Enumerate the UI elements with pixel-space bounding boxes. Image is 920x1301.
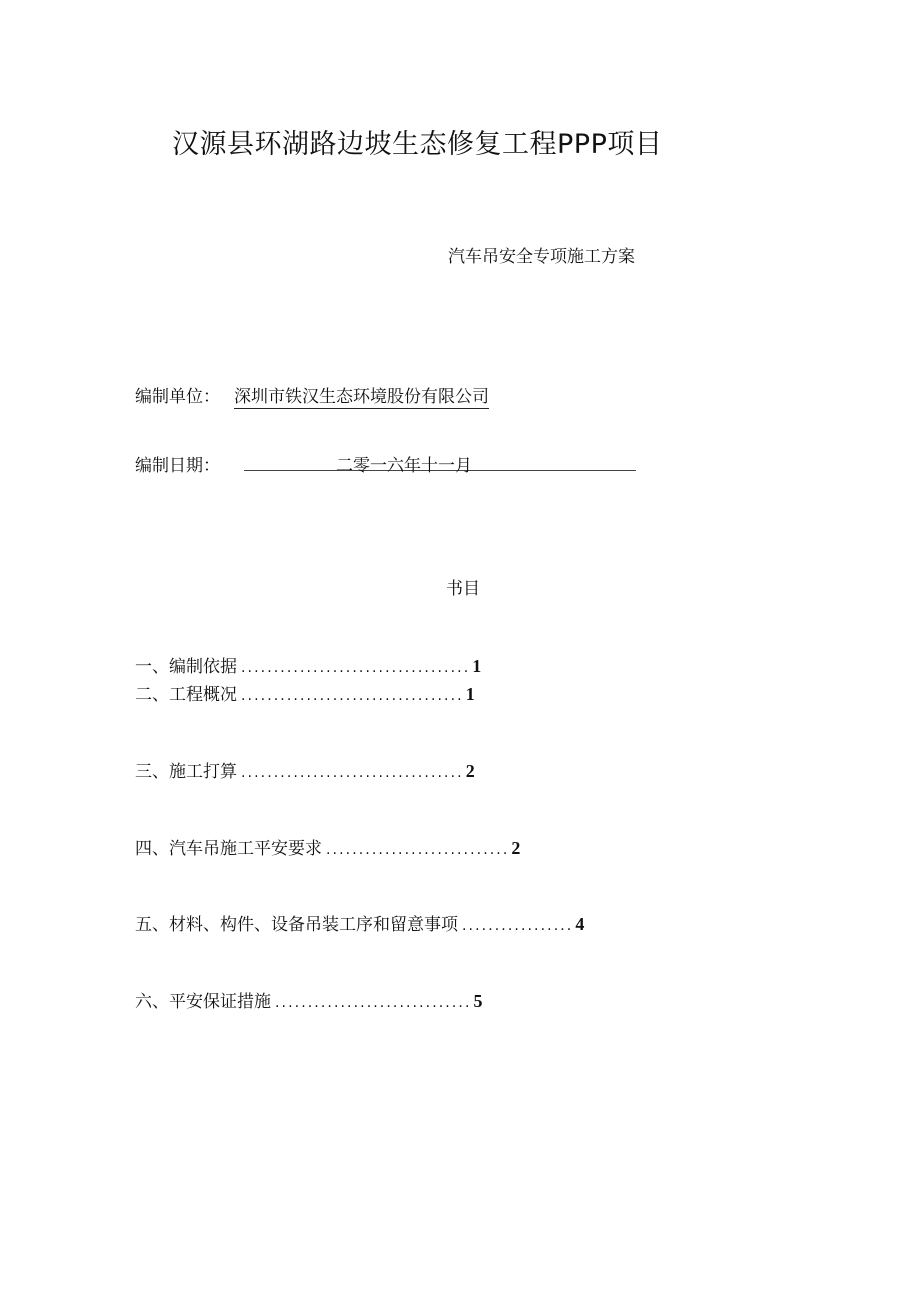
toc-item-page: 2 bbox=[511, 838, 521, 858]
date-label: 编制日期： bbox=[135, 456, 220, 476]
toc-item-label: 二、工程概况 bbox=[135, 685, 237, 705]
toc-item-page: 5 bbox=[473, 991, 483, 1011]
toc-item[interactable] bbox=[135, 910, 584, 935]
toc-item-leader: ................. bbox=[462, 918, 574, 934]
toc-item-leader: ................................... bbox=[241, 660, 471, 676]
document-title: 汉源县环湖路边坡生态修复工程PPP项目 bbox=[172, 129, 663, 160]
toc-item[interactable] bbox=[135, 652, 481, 677]
toc-item-label: 五、材料、构件、设备吊装工序和留意事项 bbox=[135, 915, 458, 935]
toc-item-leader: .................................. bbox=[241, 765, 464, 781]
toc-item-page: 1 bbox=[472, 656, 482, 676]
toc-item-leader: .............................. bbox=[275, 995, 472, 1011]
org-label: 编制单位： bbox=[135, 387, 220, 407]
toc-item[interactable] bbox=[135, 987, 483, 1012]
toc-item-label: 六、平安保证措施 bbox=[135, 992, 271, 1012]
toc-item-leader: ............................ bbox=[326, 842, 510, 858]
document-subtitle: 汽车吊安全专项施工方案 bbox=[448, 247, 635, 267]
toc-item-page: 2 bbox=[465, 761, 475, 781]
toc-item-label: 四、汽车吊施工平安要求 bbox=[135, 839, 322, 859]
org-value: 深圳市铁汉生态环境股份有限公司 bbox=[234, 382, 489, 409]
toc-item-label: 三、施工打算 bbox=[135, 762, 237, 782]
toc-item-page: 4 bbox=[575, 914, 585, 934]
toc-title: 书目 bbox=[446, 579, 480, 599]
toc-item[interactable] bbox=[135, 680, 475, 705]
date-value: 二零一六年十一月 bbox=[336, 456, 472, 476]
toc-item[interactable] bbox=[135, 834, 520, 859]
toc-item-page: 1 bbox=[465, 684, 475, 704]
toc-item-label: 一、编制依据 bbox=[135, 657, 237, 677]
toc-item[interactable] bbox=[135, 757, 475, 782]
toc-item-leader: .................................. bbox=[241, 688, 464, 704]
